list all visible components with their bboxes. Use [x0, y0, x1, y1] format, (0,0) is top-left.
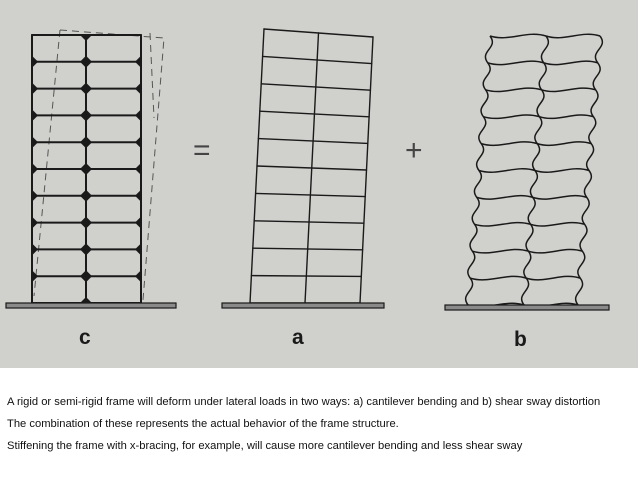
frame-b-beam: [537, 142, 591, 145]
frame-c-joint: [135, 136, 141, 148]
frame-b-beam: [479, 169, 535, 172]
label-c: c: [79, 326, 91, 349]
equals-sign: =: [193, 134, 211, 167]
frame-a-cantilever: [222, 29, 384, 308]
frame-c-joint: [80, 109, 92, 121]
frame-b-shear-sway: [445, 34, 609, 310]
frame-c-joint: [80, 243, 92, 255]
frame-b-beam: [490, 34, 546, 37]
frame-c-joint: [135, 83, 141, 95]
label-b: b: [514, 328, 527, 351]
frame-c-joint: [80, 35, 92, 41]
frame-c-joint: [32, 83, 38, 95]
frame-a-beam: [253, 248, 363, 250]
frame-b-beam: [475, 223, 531, 226]
frame-b-beam: [470, 276, 526, 279]
frame-c-joint: [135, 190, 141, 202]
frame-b-beam: [486, 88, 542, 91]
caption-line-1: A rigid or semi-rigid frame will deform under lateral loads in two ways: a) cantilever bending and b) shear sway distortion: [7, 396, 601, 408]
frame-c-ground: [6, 303, 176, 308]
frame-c-joint: [32, 136, 38, 148]
frame-b-beam: [533, 196, 587, 199]
frame-b-members: [466, 34, 603, 306]
frame-c-joint: [80, 190, 92, 202]
frame-b-beam: [542, 88, 596, 91]
frame-a-members: [250, 29, 373, 303]
frame-c-joint: [135, 109, 141, 121]
frame-c-joint: [80, 270, 92, 282]
frame-c-joint: [135, 270, 141, 282]
frame-c-combined: [6, 30, 176, 308]
frame-c-joint: [80, 217, 92, 229]
frame-c-deformed-inner: [150, 33, 154, 118]
frame-c-joint: [135, 56, 141, 68]
label-a: a: [292, 326, 304, 349]
frame-c-joint: [135, 163, 141, 175]
caption-line-2: The combination of these represents the actual behavior of the frame structure.: [7, 418, 399, 430]
frame-c-joint: [32, 109, 38, 121]
caption-line-3: Stiffening the frame with x-bracing, for example, will cause more cantilever bending and less shear sway: [7, 440, 523, 452]
frame-c-joint: [80, 297, 92, 303]
caption: [7, 395, 632, 461]
frame-b-beam: [546, 34, 600, 37]
frame-b-beam: [488, 61, 544, 64]
frame-c-joint: [32, 243, 38, 255]
plus-sign: +: [405, 134, 423, 167]
frame-c-deformed-outline: [34, 30, 164, 300]
frame-c-joint: [135, 217, 141, 229]
frame-b-beam: [544, 61, 598, 64]
frame-c-joint: [135, 243, 141, 255]
frame-c-joint: [80, 163, 92, 175]
frame-b-beam: [526, 276, 580, 279]
frame-b-ground: [445, 305, 609, 310]
frame-c-joint: [32, 190, 38, 202]
frame-b-beam: [481, 142, 537, 145]
frame-b-beam: [477, 196, 533, 199]
frame-c-joint: [80, 83, 92, 95]
frame-c-deformed-right: [60, 30, 164, 300]
frame-c-joint: [80, 56, 92, 68]
frame-b-beam: [539, 115, 593, 118]
frame-b-beam: [535, 169, 589, 172]
frame-b-beam: [472, 249, 528, 252]
frame-c-joint: [80, 136, 92, 148]
frame-a-beam: [251, 276, 361, 277]
frame-c-joint: [32, 56, 38, 68]
frame-b-beam: [528, 249, 582, 252]
frame-c-joint: [32, 270, 38, 282]
frame-c-deformed-left: [34, 30, 60, 296]
frame-c-joint: [32, 163, 38, 175]
frame-a-ground: [222, 303, 384, 308]
frame-b-beam: [531, 223, 585, 226]
frame-c-joint: [32, 217, 38, 229]
frame-b-beam: [483, 115, 539, 118]
